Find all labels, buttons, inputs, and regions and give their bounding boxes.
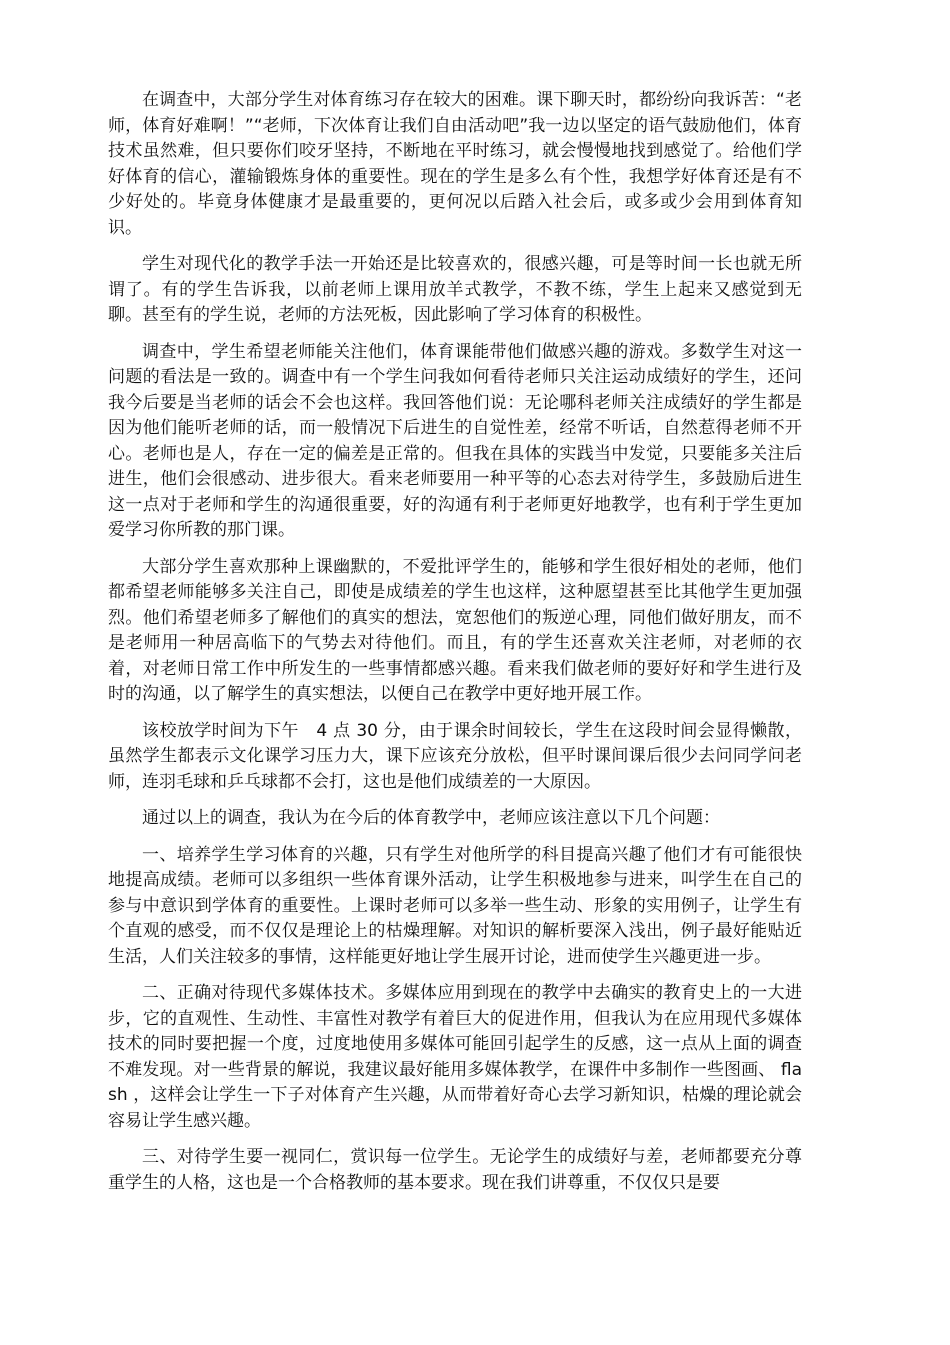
paragraph-1: 在调查中，大部分学生对体育练习存在较大的困难。课下聊天时，都纷纷向我诉苦：“老师，体育好难啊！”“老师，下次体育让我们自由活动吧”我一边以坚定的语气鼓励他们，体育技术虽然难，但只要你们咬牙坚持，不断地在平时练习，就会慢慢地找到感觉了。给他们学好体育的信心，灌输锻炼身体的重要性。现在的学生是多么有个性，我想学好体育还是有不少好处的。毕竟身体健康才是最重要的，更何况以后踏入社会后，或多或少会用到体育知识。 [108,90,802,238]
document-page [108,88,802,1207]
paragraph-9: 三、对待学生要一视同仁，赏识每一位学生。无论学生的成绩好与差，老师都要充分尊重学生的人格，这也是一个合格教师的基本要求。现在我们讲尊重，不仅仅只是要 [108,1147,802,1193]
paragraph-6: 通过以上的调查，我认为在今后的体育教学中，老师应该注意以下几个问题： [142,808,720,828]
paragraph-2: 学生对现代化的教学手法一开始还是比较喜欢的，很感兴趣，可是等时间一长也就无所谓了。有的学生告诉我，以前老师上课用放羊式教学，不教不练，学生上起来又感觉到无聊。甚至有的学生说，老师的方法死板，因此影响了学习体育的积极性。 [108,254,802,325]
paragraph-8: 二、正确对待现代多媒体技术。多媒体应用到现在的教学中去确实的教育史上的一大进步，它的直观性、生动性、丰富性对教学有着巨大的促进作用，但我认为在应用现代多媒体技术的同时要把握一个度，过度地使用多媒体可能回引起学生的反感，这一点从上面的调查不难发现。对一些背景的解说，我建议最好能用多媒体教学，在课件中多制作一些图画、 flash ，这样会让学生一下子对体育产生兴趣，从而带着好奇心去学习新知识，枯燥的理论就会容易让学生感兴趣。 [108,983,802,1131]
paragraph-3: 调查中，学生希望老师能关注他们，体育课能带他们做感兴趣的游戏。多数学生对这一问题的看法是一致的。调查中有一个学生问我如何看待老师只关注运动成绩好的学生，还问我今后要是当老师的话会不会也这样。我回答他们说：无论哪科老师关注成绩好的学生都是因为他们能听老师的话，而一般情况下后进生的自觉性差，经常不听话，自然惹得老师不开心。老师也是人，存在一定的偏差是正常的。但我在具体的实践当中发觉，只要能多关注后进生，他们会很感动、进步很大。看来老师要用一种平等的心态去对待学生，多鼓励后进生这一点对于老师和学生的沟通很重要，好的沟通有利于老师更好地教学，也有利于学生更加爱学习你所教的那门课。 [108,341,802,540]
paragraph-4: 大部分学生喜欢那种上课幽默的，不爱批评学生的，能够和学生很好相处的老师，他们都希望老师能够多关注自己，即使是成绩差的学生也这样，这种愿望甚至比其他学生更加强烈。他们希望老师多了解他们的真实的想法，宽恕他们的叛逆心理，同他们做好朋友，而不是老师用一种居高临下的气势去对待他们。而且，有的学生还喜欢关注老师，对老师的衣着，对老师日常工作中所发生的一些事情都感兴趣。看来我们做老师的要好好和学生进行及时的沟通，以了解学生的真实想法，以便自己在教学中更好地开展工作。 [108,556,802,704]
paragraph-5: 该校放学时间为下午 4 点 30 分，由于课余时间较长，学生在这段时间会显得懒散，虽然学生都表示文化课学习压力大，课下应该充分放松，但平时课间课后很少去问同学问老师，连羽毛球和乒乓球都不会打，这也是他们成绩差的一大原因。 [108,720,802,792]
paragraph-7: 一、培养学生学习体育的兴趣，只有学生对他所学的科目提高兴趣了他们才有可能很快地提高成绩。老师可以多组织一些体育课外活动，让学生积极地参与进来，叫学生在自己的参与中意识到学体育的重要性。上课时老师可以多举一些生动、形象的实用例子，让学生有个直观的感受，而不仅仅是理论上的枯燥理解。对知识的解析要深入浅出，例子最好能贴近生活，人们关注较多的事情，这样能更好地让学生展开讨论，进而使学生兴趣更进一步。 [108,844,802,967]
